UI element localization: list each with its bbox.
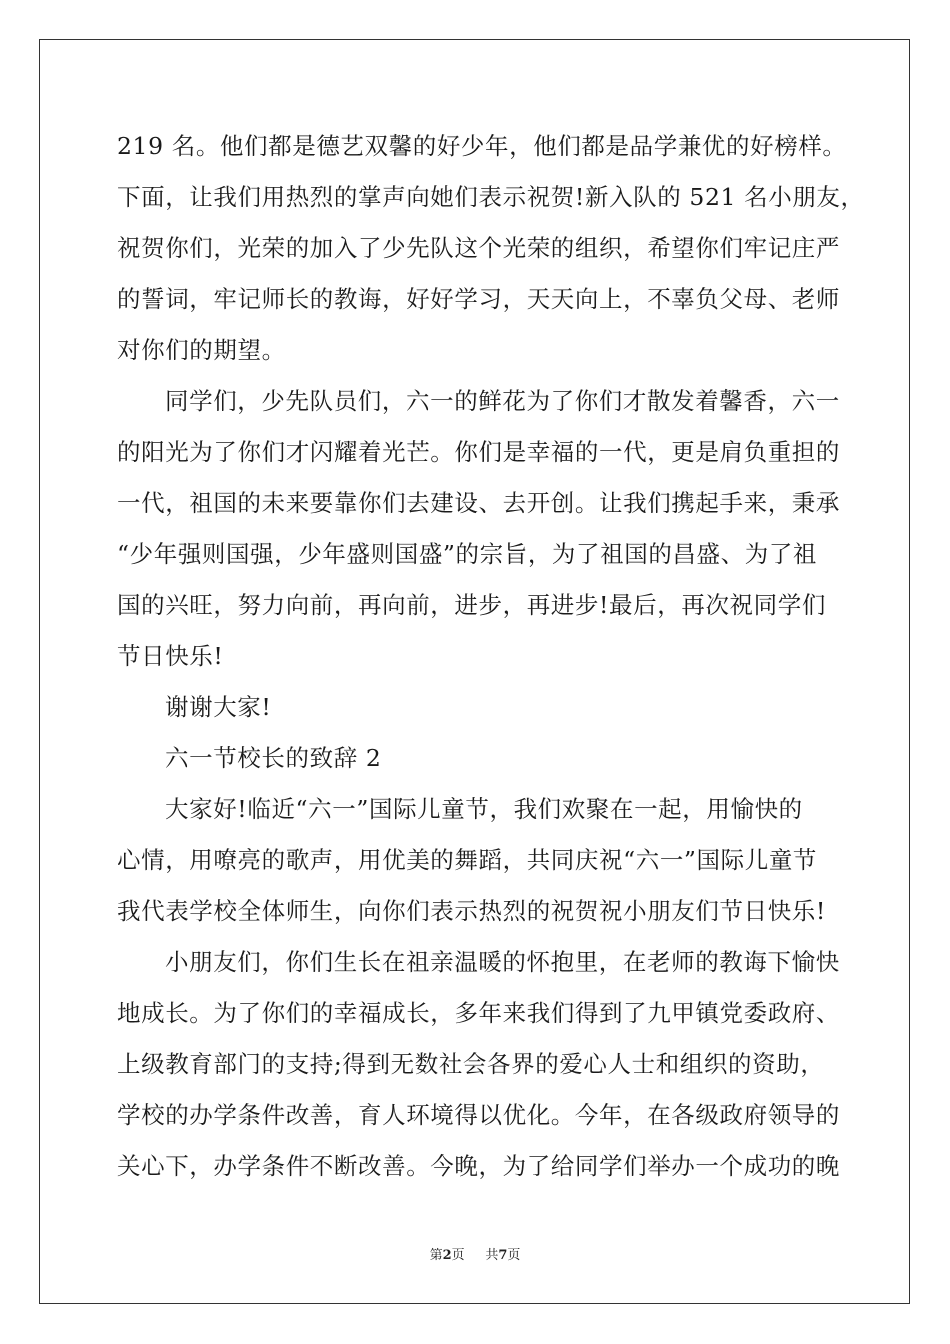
text-line-8: 一代，祖国的未来要靠你们去建设、去开创。让我们携起手来，秉承 <box>117 489 840 517</box>
text-line-18: 地成长。为了你们的幸福成长，多年来我们得到了九甲镇党委政府、 <box>117 999 840 1027</box>
page-number: 第2页 <box>429 1248 465 1263</box>
text-line-1: 219 名。他们都是德艺双馨的好少年，他们都是品学兼优的好榜样。 <box>117 132 847 160</box>
text-line-4: 的誓词，牢记师长的教诲，好好学习，天天向上，不辜负父母、老师 <box>117 285 840 313</box>
text-line-3: 祝贺你们，光荣的加入了少先队这个光荣的组织，希望你们牢记庄严 <box>117 234 840 262</box>
text-line-11: 节日快乐! <box>117 642 224 670</box>
thanks-line: 谢谢大家! <box>165 693 272 721</box>
paragraph-start: 同学们，少先队员们，六一的鲜花为了你们才散发着馨香，六一 <box>165 387 840 415</box>
text-line-21: 关心下，办学条件不断改善。今晚，为了给同学们举办一个成功的晚 <box>117 1152 840 1180</box>
page-total: 共7页 <box>485 1248 521 1263</box>
paragraph-start: 小朋友们，你们生长在祖亲温暖的怀抱里，在老师的教诲下愉快 <box>165 948 840 976</box>
text-line-5: 对你们的期望。 <box>117 336 286 364</box>
text-line-19: 上级教育部门的支持;得到无数社会各界的爱心人士和组织的资助， <box>117 1050 825 1078</box>
text-line-9: “少年强则国强，少年盛则国盛”的宗旨，为了祖国的昌盛、为了祖 <box>117 540 818 568</box>
paragraph-start: 大家好!临近“六一”国际儿童节，我们欢聚在一起，用愉快的 <box>165 795 803 823</box>
text-line-15: 心情，用嘹亮的歌声，用优美的舞蹈，共同庆祝“六一”国际儿童节 <box>117 846 818 874</box>
text-line-7: 的阳光为了你们才闪耀着光芒。你们是幸福的一代，更是肩负重担的 <box>117 438 840 466</box>
section-heading: 六一节校长的致辞 2 <box>165 744 382 772</box>
text-line-10: 国的兴旺，努力向前，再向前，进步，再进步!最后，再次祝同学们 <box>117 591 826 619</box>
text-line-20: 学校的办学条件改善，育人环境得以优化。今年，在各级政府领导的 <box>117 1101 840 1129</box>
page-footer <box>0 1247 950 1265</box>
text-line-16: 我代表学校全体师生，向你们表示热烈的祝贺祝小朋友们节日快乐! <box>117 897 826 925</box>
text-line-2: 下面，让我们用热烈的掌声向她们表示祝贺!新入队的 521 名小朋友， <box>117 183 865 211</box>
